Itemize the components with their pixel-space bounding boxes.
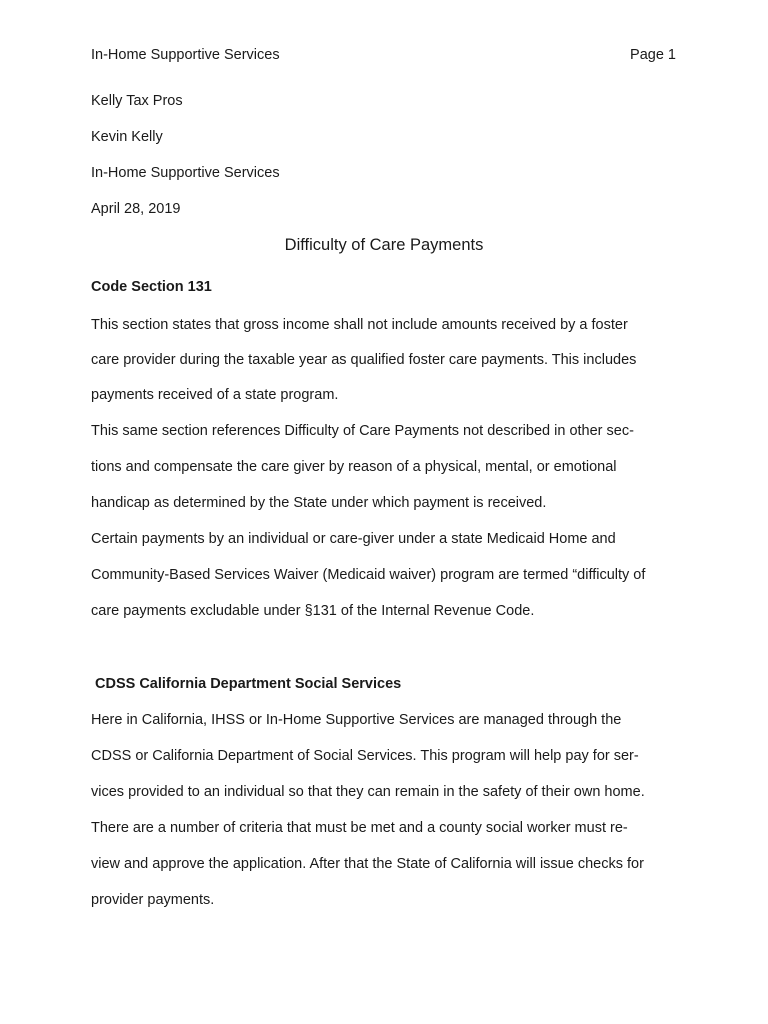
body-line: CDSS or California Department of Social Services. This program will help pay for ser- (91, 748, 639, 764)
address-line: Kelly Tax Pros (91, 93, 183, 109)
body-line: There are a number of criteria that must be met and a county social worker must re- (91, 820, 628, 836)
page-number: Page 1 (630, 47, 676, 63)
body-line: care payments excludable under §131 of the Internal Revenue Code. (91, 603, 535, 619)
body-line: view and approve the application. After that the State of California will issue checks for (91, 856, 644, 872)
body-line: payments received of a state program. (91, 387, 339, 403)
body-line: Here in California, IHSS or In-Home Supportive Services are managed through the (91, 712, 622, 728)
body-line: care provider during the taxable year as qualified foster care payments. This includes (91, 352, 637, 368)
body-line: handicap as determined by the State under which payment is received. (91, 495, 547, 511)
document-title: Difficulty of Care Payments (284, 236, 484, 254)
body-line: provider payments. (91, 892, 215, 908)
section-heading: CDSS California Department Social Services (95, 676, 402, 692)
section-heading: Code Section 131 (91, 279, 212, 295)
running-header: In-Home Supportive Services (91, 47, 280, 63)
date-line: April 28, 2019 (91, 201, 181, 217)
body-line: Certain payments by an individual or care-giver under a state Medicaid Home and (91, 531, 616, 547)
body-line: This same section references Difficulty of Care Payments not described in other sec- (91, 423, 634, 439)
body-line: tions and compensate the care giver by reason of a physical, mental, or emotional (91, 459, 617, 475)
body-line: Community-Based Services Waiver (Medicaid waiver) program are termed “difficulty of (91, 567, 646, 583)
address-line: In-Home Supportive Services (91, 165, 280, 181)
address-line: Kevin Kelly (91, 129, 163, 145)
body-line: vices provided to an individual so that they can remain in the safety of their own home. (91, 784, 645, 800)
body-line: This section states that gross income shall not include amounts received by a foster (91, 317, 628, 333)
